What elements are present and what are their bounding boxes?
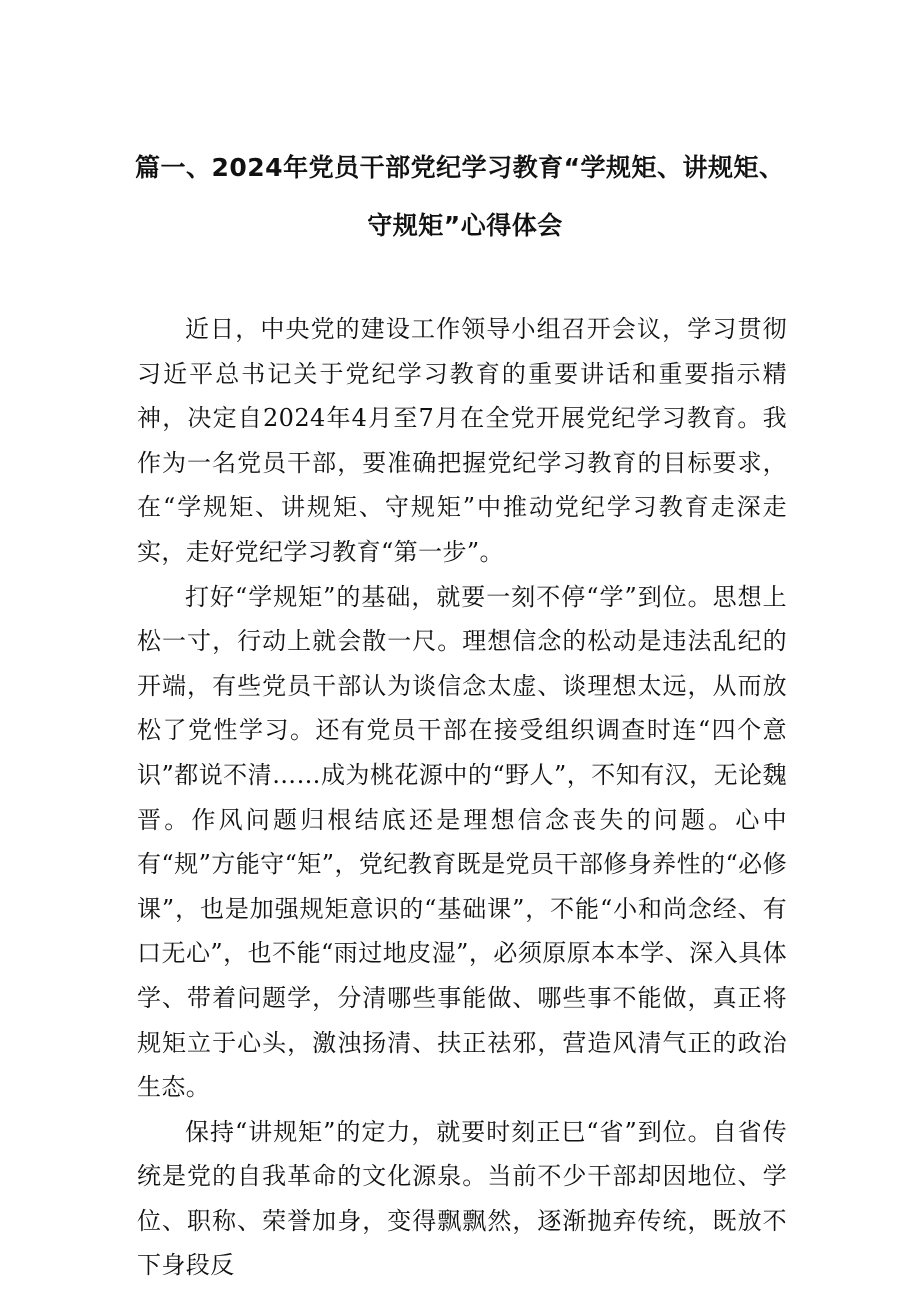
document-title-line-1: 篇一、2024年党员干部党纪学习教育“学规矩、讲规矩、 [135,153,785,182]
paragraph-2: 打好“学规矩”的基础，就要一刻不停“学”到位。思想上松一寸，行动上就会散一尺。理想信念的松动是违法乱纪的开端，有些党员干部认为谈信念太虚、谈理想太远，从而放松了党性学习。还有党员干部在接受组织调查时连“四个意识”都说不清……成为桃花源中的“野人”，不知有汉，无论魏晋。作风问题归根结底还是理想信念丧失的问题。心中有“规”方能守“矩”，党纪教育既是党员干部修身养性的“必修课”，也是加强规矩意识的“基础课”，不能“小和尚念经、有口无心”，也不能“雨过地皮湿”，必须原原本本学、深入具体学、带着问题学，分清哪些事能做、哪些事不能做，真正将规矩立于心头，激浊扬清、扶正祛邪，营造风清气正的政治生态。 [137,582,787,1102]
document-body [137,307,787,1288]
paragraph-1: 近日，中央党的建设工作领导小组召开会议，学习贯彻习近平总书记关于党纪学习教育的重要讲话和重要指示精神，决定自2024年4月至7月在全党开展党纪学习教育。我作为一名党员干部，要准确把握党纪学习教育的目标要求，在“学规矩、讲规矩、守规矩”中推动党纪学习教育走深走实，走好党纪学习教育“第一步”。 [137,315,787,566]
document-title-line-2: 守规矩”心得体会 [367,211,563,240]
paragraph-3: 保持“讲规矩”的定力，就要时刻正巳“省”到位。自省传统是党的自我革命的文化源泉。当前不少干部却因地位、学位、职称、荣誉加身，变得飘飘然，逐渐抛弃传统，既放不下身段反 [137,1117,787,1280]
